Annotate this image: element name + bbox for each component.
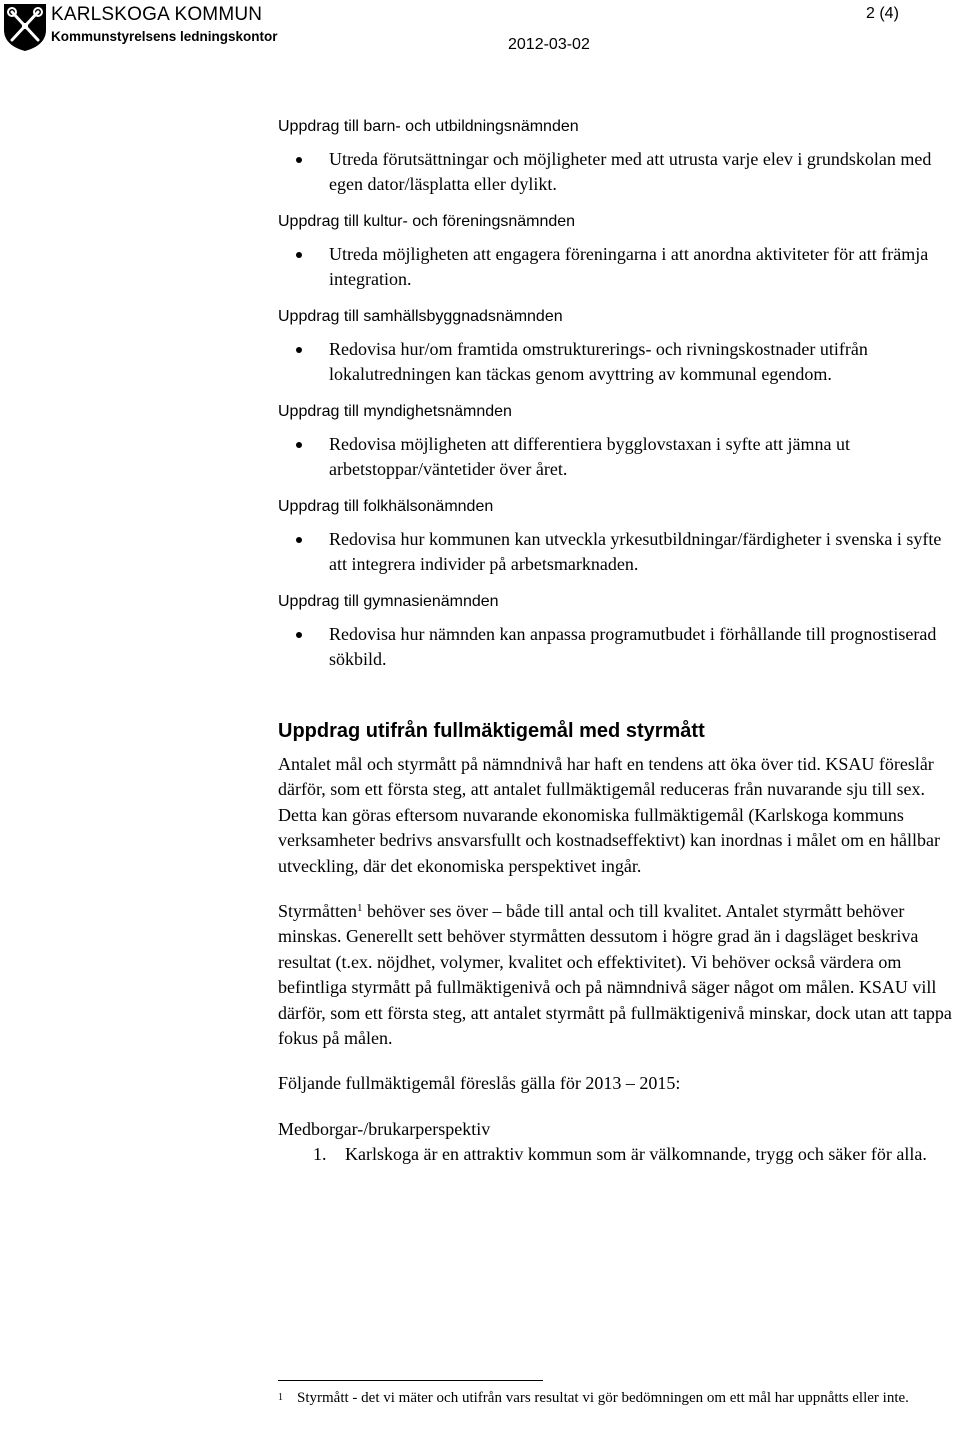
assignment-text: Redovisa hur nämnden kan anpassa programutbudet i förhållande till prognostiserad sökbild. — [329, 624, 937, 669]
assignment-text: Utreda möjligheten att engagera föreningarna i att anordna aktiviteter för att främja integration. — [329, 244, 929, 289]
assignment-bullet — [278, 242, 958, 292]
assignment-label: Uppdrag till folkhälsonämnden — [278, 498, 494, 515]
assignment-bullet — [278, 622, 958, 672]
bullet-icon — [296, 442, 302, 448]
footnote-number: 1 — [278, 1392, 283, 1403]
assignment-label: Uppdrag till samhällsbyggnadsnämnden — [278, 308, 563, 325]
assignment-text: Redovisa hur/om framtida omstrukturerings- och rivningskostnader utifrån lokalutredningen kan täckas genom avyttring av kommunal egendom. — [329, 339, 868, 384]
footnote-text: Styrmått - det vi mäter och utifrån vars resultat vi gör bedömningen om ett mål har uppnåtts eller inte. — [297, 1390, 909, 1406]
karlskoga-coat-of-arms-icon — [2, 2, 48, 52]
footnote-reference[interactable]: 1 — [357, 902, 363, 915]
perspective-label: Medborgar-/brukarperspektiv — [278, 1118, 491, 1139]
paragraph-text: Styrmåtten — [278, 901, 357, 922]
body-paragraph — [278, 899, 958, 1051]
paragraph-text: behöver ses över – både till antal och till kvalitet. Antalet styrmått behöver minskas. Generellt sett behöver styrmåtten dessutom i högre grad än i dagsläget beskriva resultat (t.ex. nöjdhet, volymer, kvalitet och effektivitet). Vi behöver också värdera om befintliga styrmått på fullmäktigenivå och på nämndnivå säger något om målen. KSAU vill därför, som ett första steg, att antalet styrmått på fullmäktigenivå minskar, dock utan att tappa fokus på målen. — [278, 901, 952, 1049]
bullet-icon — [296, 252, 302, 258]
assignment-bullet — [278, 337, 958, 387]
body-paragraph: Antalet mål och styrmått på nämndnivå har haft en tendens att öka över tid. KSAU föreslår därför, som ett första steg, att antalet fullmäktigemål reduceras från nuvarande sju till sex. Detta kan göras eftersom nuvarande ekonomiska fullmäktigemål (Karlskoga kommuns verksamheter bedrivs ansvarsfullt och kostnadseffektivt) kan inordnas i målet om en hållbar utveckling, där det ekonomiska perspektivet ingår. — [278, 754, 940, 876]
document-body — [278, 116, 958, 1167]
footnote — [278, 1388, 938, 1409]
assignment-label: Uppdrag till myndighetsnämnden — [278, 403, 512, 420]
goal-item — [278, 1142, 958, 1167]
assignment-bullet — [278, 527, 958, 577]
body-paragraph: Följande fullmäktigemål föreslås gälla för 2013 – 2015: — [278, 1073, 681, 1094]
page-number: 2 (4) — [866, 5, 899, 22]
assignment-text: Utreda förutsättningar och möjligheter med att utrusta varje elev i grundskolan med egen dator/läsplatta eller dylikt. — [329, 149, 932, 194]
assignment-bullet — [278, 432, 958, 482]
assignment-label: Uppdrag till barn- och utbildningsnämnden — [278, 118, 579, 135]
footnote-separator — [278, 1380, 543, 1381]
bullet-icon — [296, 537, 302, 543]
document-date: 2012-03-02 — [508, 36, 590, 53]
org-department: Kommunstyrelsens ledningskontor — [51, 29, 278, 44]
bullet-icon — [296, 632, 302, 638]
goal-text: Karlskoga är en attraktiv kommun som är välkomnande, trygg och säker för alla. — [345, 1144, 927, 1165]
assignment-label: Uppdrag till gymnasienämnden — [278, 593, 499, 610]
bullet-icon — [296, 157, 302, 163]
org-name: KARLSKOGA KOMMUN — [51, 4, 263, 25]
bullet-icon — [296, 347, 302, 353]
assignment-text: Redovisa möjligheten att differentiera bygglovstaxan i syfte att jämna ut arbetstoppar/väntetider över året. — [329, 434, 851, 479]
section-heading: Uppdrag utifrån fullmäktigemål med styrmått — [278, 720, 705, 742]
goal-number: 1. — [313, 1144, 327, 1165]
assignment-label: Uppdrag till kultur- och föreningsnämnden — [278, 213, 576, 230]
assignment-text: Redovisa hur kommunen kan utveckla yrkesutbildningar/färdigheter i svenska i syfte att integrera individer på arbetsmarknaden. — [329, 529, 942, 574]
assignment-bullet — [278, 147, 958, 197]
